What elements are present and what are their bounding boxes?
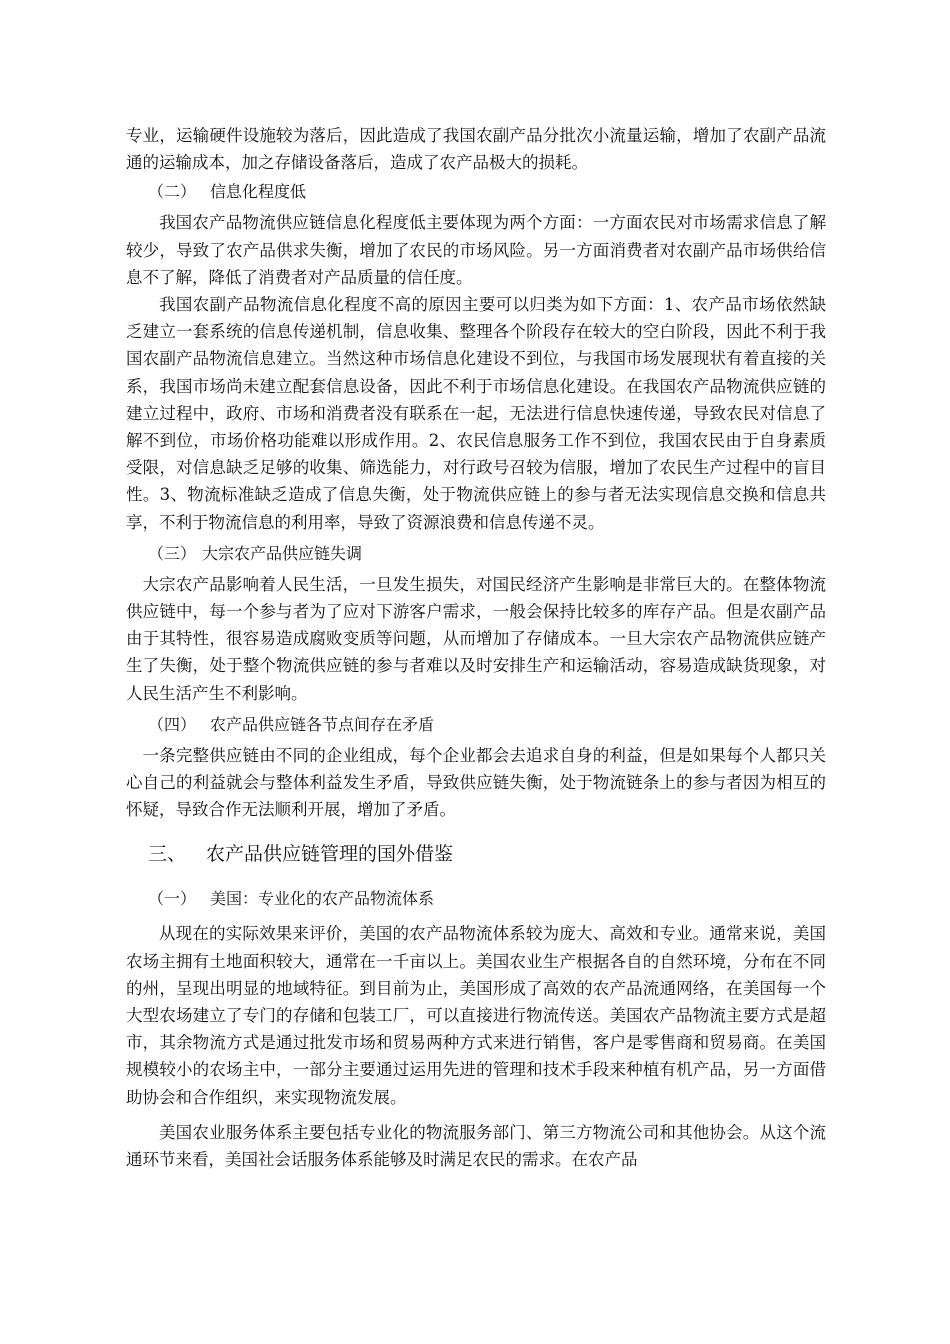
subheading-number: （二） [148,182,197,202]
document-body [126,122,826,1173]
subheading-bulk-imbalance [126,540,826,567]
subheading-informatization [126,178,826,205]
section-heading-foreign-reference [126,839,826,869]
subheading-title: 信息化程度低 [210,182,307,202]
subheading-title: 农产品供应链各节点间存在矛盾 [210,714,435,734]
paragraph-informatization-1: 我国农产品物流供应链信息化程度低主要体现为两个方面：一方面农民对市场需求信息了解较少，导致了农产品供求失衡，增加了农民的市场风险。另一方面消费者对农副产品市场供给信息不了解，降低了消费者对产品质量的信任度。 [126,213,826,287]
paragraph-transport-continued: 专业，运输硬件设施较为落后，因此造成了我国农副产品分批次小流量运输，增加了农副产品流通的运输成本，加之存储设备落后，造成了农产品极大的损耗。 [126,126,826,173]
section-number: 三、 [148,843,187,866]
paragraph-bulk-imbalance: 大宗农产品影响着人民生活，一旦发生损失，对国民经济产生影响是非常巨大的。在整体物流供应链中，每一个参与者为了应对下游客户需求，一般会保持比较多的库存产品。但是农副产品由于其特性，很容易造成腐败变质等问题，从而增加了存储成本。一旦大宗农产品物流供应链产生了失衡，处于整个物流供应链的参与者难以及时安排生产和运输活动，容易造成缺货现象，对人民生活产生不利影响。 [126,574,826,703]
subheading-number: （三） [148,543,197,563]
subheading-node-conflict [126,711,826,738]
section-title: 农产品供应链管理的国外借鉴 [206,843,454,866]
subheading-title: 美国：专业化的农产品物流体系 [210,889,435,909]
paragraph-node-conflict: 一条完整供应链由不同的企业组成，每个企业都会去追求自身的利益，但是如果每个人都只关心自己的利益就会与整体利益发生矛盾，导致供应链失衡，处于物流链条上的参与者因为相互的怀疑，导致合作无法顺利开展，增加了矛盾。 [126,745,826,820]
paragraph-usa-1: 从现在的实际效果来评价，美国的农产品物流体系较为庞大、高效和专业。通常来说，美国农场主拥有土地面积较大，通常在一千亩以上。美国农业生产根据各自的自然环境，分布在不同的州，呈现出明显的地域特征。到目前为止，美国形成了高效的农产品流通网络，在美国每一个大型农场建立了专门的存储和包装工厂，可以直接进行物流传送。美国农产品物流主要方式是超市，其余物流方式是通过批发市场和贸易两种方式来进行销售，客户是零售商和贸易商。在美国规模较小的农场主中，一部分主要通过运用先进的管理和技术手段来种植有机产品，另一方面借助协会和合作组织，来实现物流发展。 [126,924,826,1107]
paragraph-informatization-2: 我国农副产品物流信息化程度不高的原因主要可以归类为如下方面：1、农产品市场依然缺乏建立一套系统的信息传递机制，信息收集、整理各个阶段存在较大的空白阶段，因此不利于我国农副产品物流信息建立。当然这种市场信息化建设不到位，与我国市场发展现状有着直接的关系，我国市场尚未建立配套信息设备，因此不利于市场信息化建设。在我国农产品物流供应链的建立过程中，政府、市场和消费者没有联系在一起，无法进行信息快速传递，导致农民对信息了解不到位，市场价格功能难以形成作用。2、农民信息服务工作不到位，我国农民由于自身素质受限，对信息缺乏足够的收集、筛选能力，对行政号召较为信服，增加了农民生产过程中的盲目性。3、物流标准缺乏造成了信息失衡，处于物流供应链上的参与者无法实现信息交换和信息共享，不利于物流信息的利用率，导致了资源浪费和信息传递不灵。 [126,295,826,532]
subheading-usa [126,885,826,912]
subheading-number: （四） [148,714,197,734]
subheading-title: 大宗农产品供应链失调 [202,543,363,563]
paragraph-usa-2: 美国农业服务体系主要包括专业化的物流服务部门、第三方物流公司和其他协会。从这个流通环节来看，美国社会话服务体系能够及时满足农民的需求。在农产品 [126,1122,826,1170]
subheading-number: （一） [148,889,197,909]
